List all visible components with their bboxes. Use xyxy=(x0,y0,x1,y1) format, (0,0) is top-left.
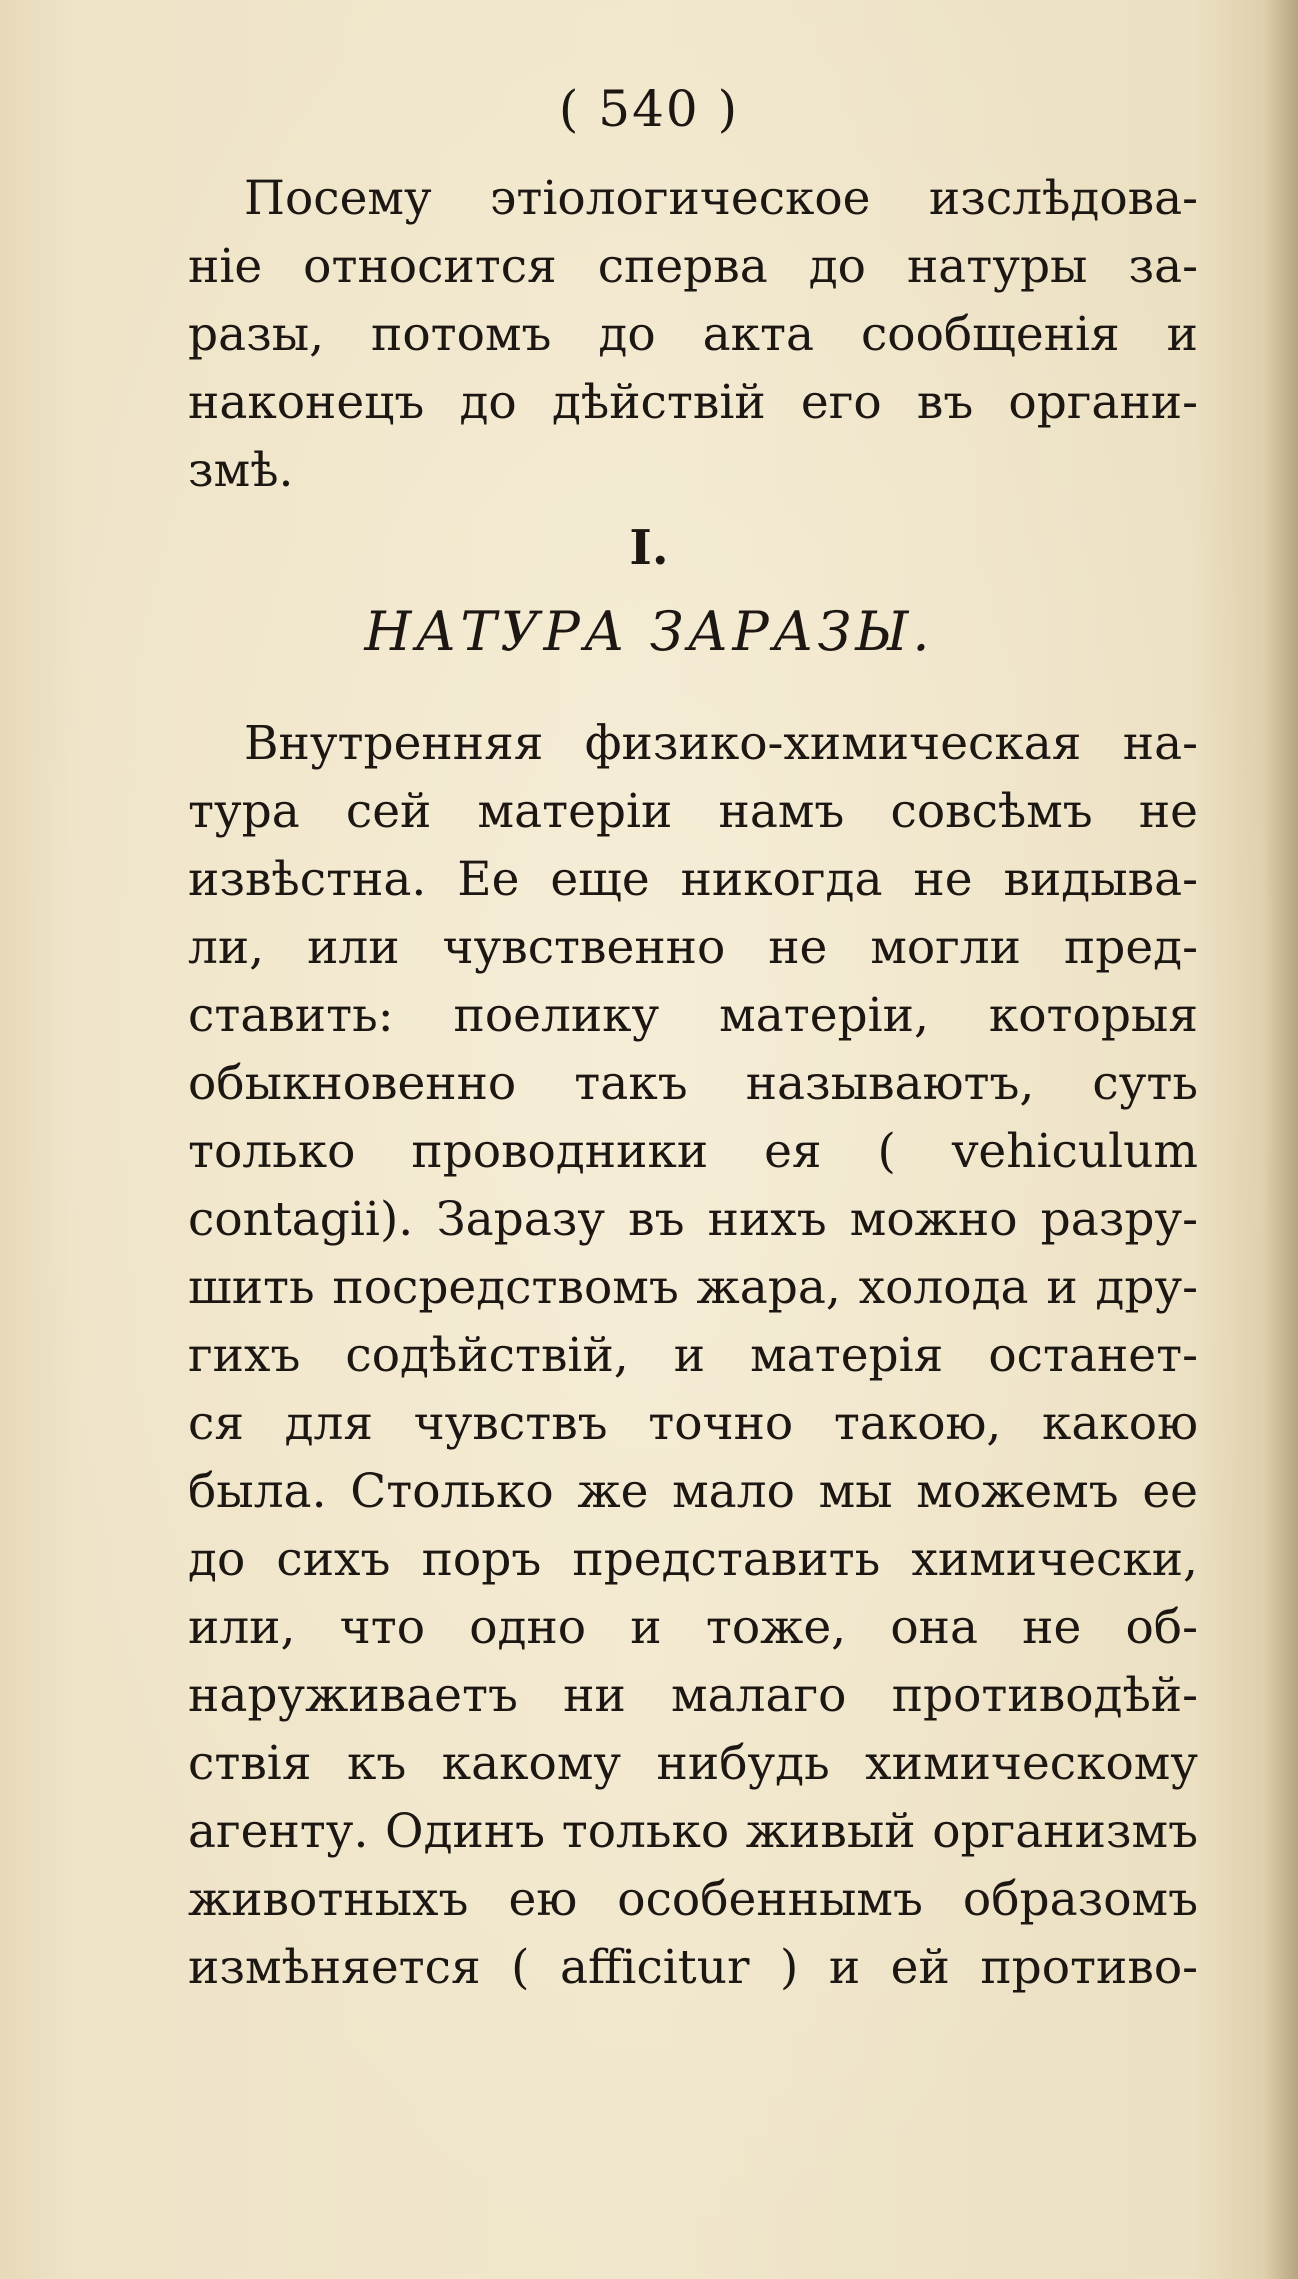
text-line: ставить: поелику матеріи, которыя xyxy=(188,988,1198,1043)
text-line: шить посредствомъ жара, холода и дру- xyxy=(188,1260,1198,1315)
text-line: измѣняется ( afficitur ) и ей противо- xyxy=(188,1940,1198,1995)
text-line: ли, или чувственно не могли пред- xyxy=(188,920,1198,975)
text-line: Внутренняя физико-химическая на- xyxy=(244,716,1198,771)
text-line: гихъ содѣйствій, и матерія останет- xyxy=(188,1328,1198,1383)
text-line: наруживаетъ ни малаго противодѣй- xyxy=(188,1668,1198,1723)
text-line: агенту. Одинъ только живый организмъ xyxy=(188,1804,1198,1859)
text-line: обыкновенно такъ называютъ, суть xyxy=(188,1056,1198,1111)
text-line: ся для чувствъ точно такою, какою xyxy=(188,1396,1198,1451)
text-line: извѣстна. Ее еще никогда не видыва- xyxy=(188,852,1198,907)
text-line: тура сей матеріи намъ совсѣмъ не xyxy=(188,784,1198,839)
text-line: contagii). Заразу въ нихъ можно разру- xyxy=(188,1192,1198,1247)
body-paragraph xyxy=(188,710,1198,2002)
text-line: до сихъ поръ представить химически, xyxy=(188,1532,1198,1587)
text-line: или, что одно и тоже, она не об- xyxy=(188,1600,1198,1655)
intro-paragraph xyxy=(188,165,1198,505)
section-number: I. xyxy=(629,520,669,576)
text-line: ствія къ какому нибудь химическому xyxy=(188,1736,1198,1791)
text-line: змѣ. xyxy=(188,443,294,498)
text-line: разы, потомъ до акта сообщенія и xyxy=(188,307,1198,362)
text-line: наконецъ до дѣйствій его въ органи- xyxy=(188,375,1198,430)
text-line: Посему этіологическое изслѣдова- xyxy=(244,171,1198,226)
text-line: животныхъ ею особеннымъ образомъ xyxy=(188,1872,1198,1927)
text-line: только проводники ея ( vehiculum xyxy=(188,1124,1198,1179)
text-line: была. Столько же мало мы можемъ ее xyxy=(188,1464,1198,1519)
section-title: НАТУРА ЗАРАЗЫ. xyxy=(364,600,934,663)
text-line: ніе относится сперва до натуры за- xyxy=(188,239,1198,294)
page-edge-shadow xyxy=(1264,0,1298,2279)
page-number: ( 540 ) xyxy=(558,80,740,138)
